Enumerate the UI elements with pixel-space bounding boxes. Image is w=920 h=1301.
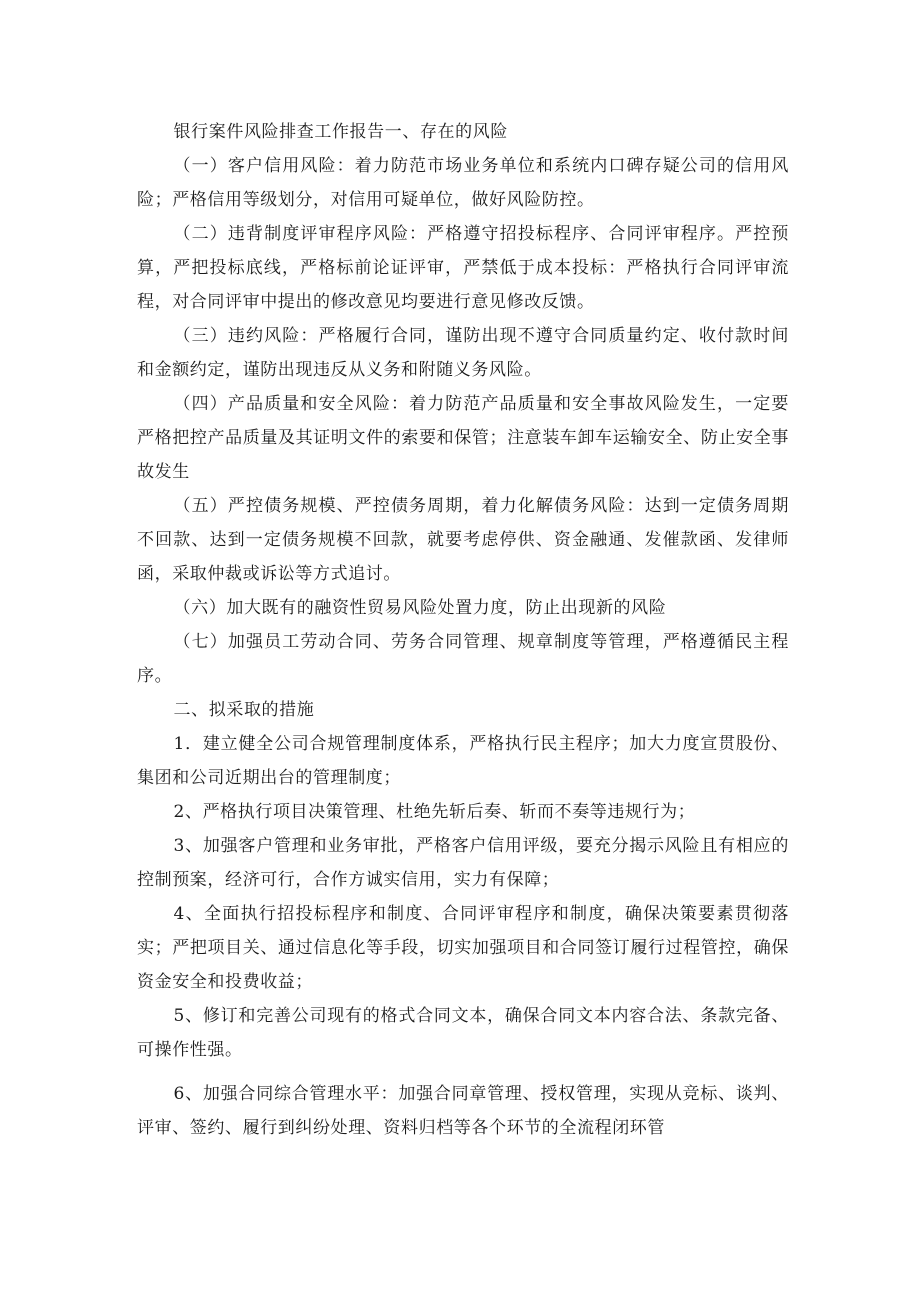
measure-item-6: 6、加强合同综合管理水平：加强合同章管理、授权管理，实现从竞标、谈判、评审、签约、履行到纠纷处理、资料归档等各个环节的全流程闭环管 [137,1084,789,1138]
risk-item-5: （五）严控债务规模、严控债务周期，着力化解债务风险：达到一定债务周期不回款、达到一定债务规模不回款，就要考虑停供、资金融通、发催款函、发律师函，采取仲裁或诉讼等方式追讨。 [137,496,789,584]
measure-item-5: 5、修订和完善公司现有的格式合同文本，确保合同文本内容合法、条款完备、可操作性强。 [137,1006,789,1060]
risk-item-6: （六）加大既有的融资性贸易风险处置力度，防止出现新的风险 [173,598,667,618]
measure-item-3: 3、加强客户管理和业务审批，严格客户信用评级，要充分揭示风险且有相应的控制预案，经济可行，合作方诚实信用，实力有保障； [137,836,789,890]
measure-item-4: 4、全面执行招投标程序和制度、合同评审程序和制度，确保决策要素贯彻落实；严把项目关、通过信息化等手段，切实加强项目和合同签订履行过程管控，确保资金安全和投费收益； [137,904,789,992]
measure-item-1: 1．建立健全公司合规管理制度体系，严格执行民主程序；加大力度宣贯股份、集团和公司近期出台的管理制度； [137,734,789,788]
measures-heading: 二、拟采取的措施 [173,700,315,720]
risk-item-1: （一）客户信用风险：着力防范市场业务单位和系统内口碑存疑公司的信用风险；严格信用等级划分，对信用可疑单位，做好风险防控。 [137,156,789,210]
risk-item-3: （三）违约风险：严格履行合同，谨防出现不遵守合同质量约定、收付款时间和金额约定，谨防出现违反从义务和附随义务风险。 [137,326,789,380]
risk-item-2: （二）违背制度评审程序风险：严格遵守招投标程序、合同评审程序。严控预算，严把投标底线，严格标前论证评审，严禁低于成本投标：严格执行合同评审流程，对合同评审中提出的修改意见均要进行意见修改反馈。 [137,224,789,312]
report-title: 银行案件风险排查工作报告一、存在的风险 [173,122,508,142]
risk-item-7: （七）加强员工劳动合同、劳务合同管理、规章制度等管理，严格遵循民主程序。 [137,632,789,686]
risk-item-4: （四）产品质量和安全风险：着力防范产品质量和安全事故风险发生，一定要严格把控产品质量及其证明文件的索要和保管；注意装车卸车运输安全、防止安全事故发生 [137,394,789,482]
measure-item-2: 2、严格执行项目决策管理、杜绝先斩后奏、斩而不奏等违规行为； [173,802,696,822]
document-body [137,115,789,1145]
